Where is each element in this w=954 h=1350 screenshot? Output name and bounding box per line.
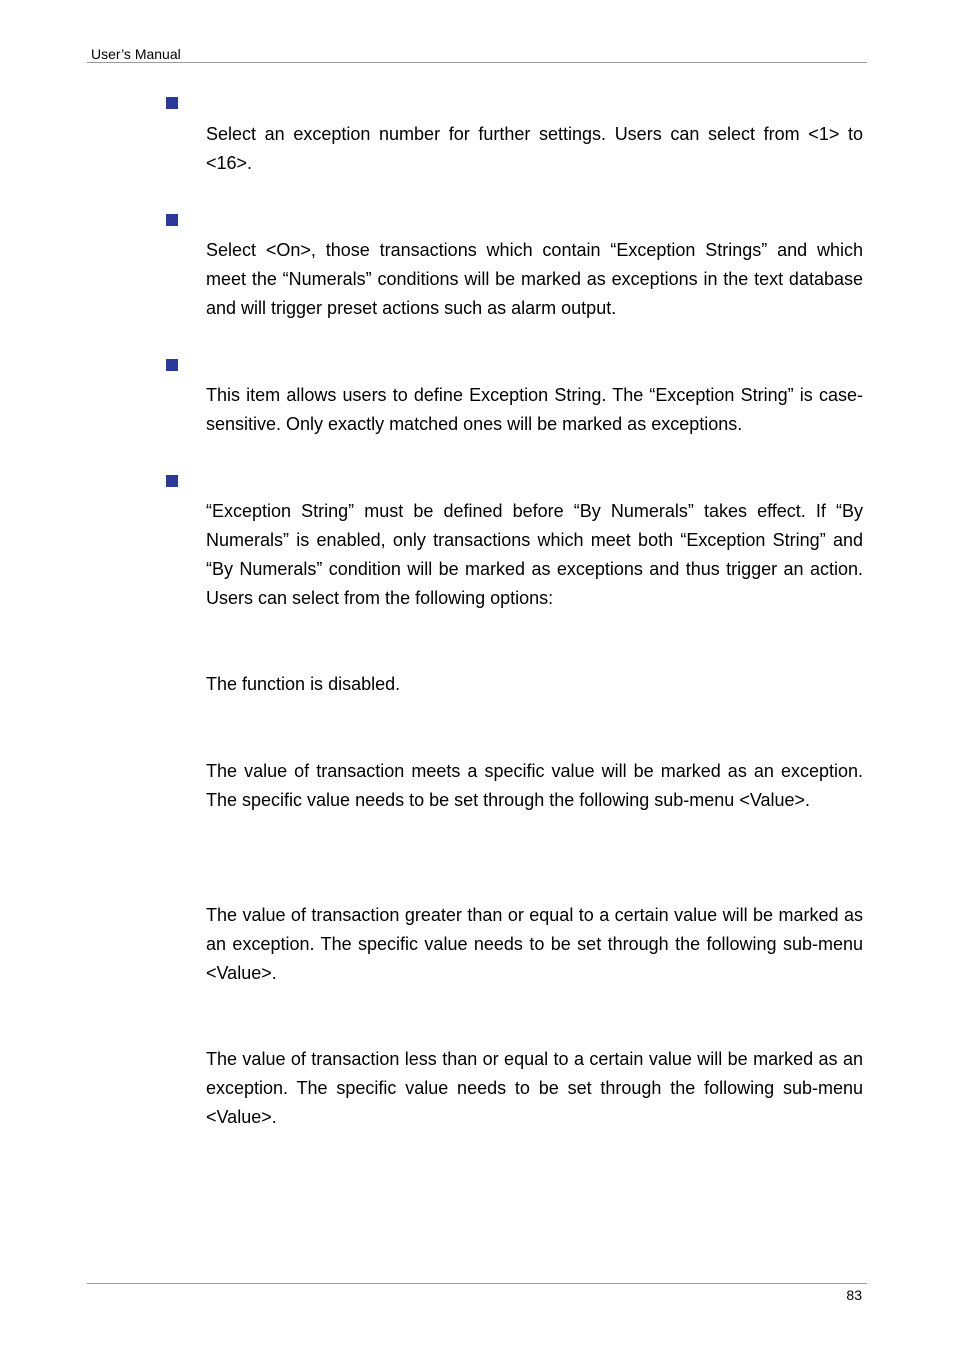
section-bullet-icon bbox=[166, 97, 178, 109]
section-paragraph: This item allows users to define Exception String. The “Exception String” is case-sensitive. Only exactly matched ones will be marked as exceptions. bbox=[206, 385, 863, 434]
manual-title: User’s Manual bbox=[91, 46, 181, 62]
section-paragraph: Select an exception number for further settings. Users can select from <1> to <16>. bbox=[206, 124, 863, 173]
section-bullet-icon bbox=[166, 359, 178, 371]
page-header bbox=[87, 44, 867, 63]
option-description: The function is disabled. bbox=[206, 674, 401, 694]
option-description: The value of transaction greater than or equal to a certain value will be marked as an exception. The specific value needs to be set through the following sub-menu <Value>. bbox=[206, 905, 863, 983]
section-paragraph: “Exception String” must be defined before “By Numerals” takes effect. If “By Numerals” is enabled, only transactions which meet both “Exception String” and “By Numerals” condition will be marked as exceptions and thus trigger an action. Users can select from the following options: bbox=[206, 501, 863, 608]
section-paragraph: Select <On>, those transactions which contain “Exception Strings” and which meet the “Numerals” conditions will be marked as exceptions in the text database and will trigger preset actions such as alarm output. bbox=[206, 240, 863, 318]
section-bullet-icon bbox=[166, 475, 178, 487]
section-bullet-icon bbox=[166, 214, 178, 226]
option-description: The value of transaction meets a specific value will be marked as an exception. The specific value needs to be set through the following sub-menu <Value>. bbox=[206, 761, 863, 810]
footer-rule bbox=[87, 1283, 867, 1284]
page-number: 83 bbox=[846, 1287, 862, 1303]
option-description: The value of transaction less than or equal to a certain value will be marked as an exception. The specific value needs to be set through the following sub-menu <Value>. bbox=[206, 1049, 863, 1127]
